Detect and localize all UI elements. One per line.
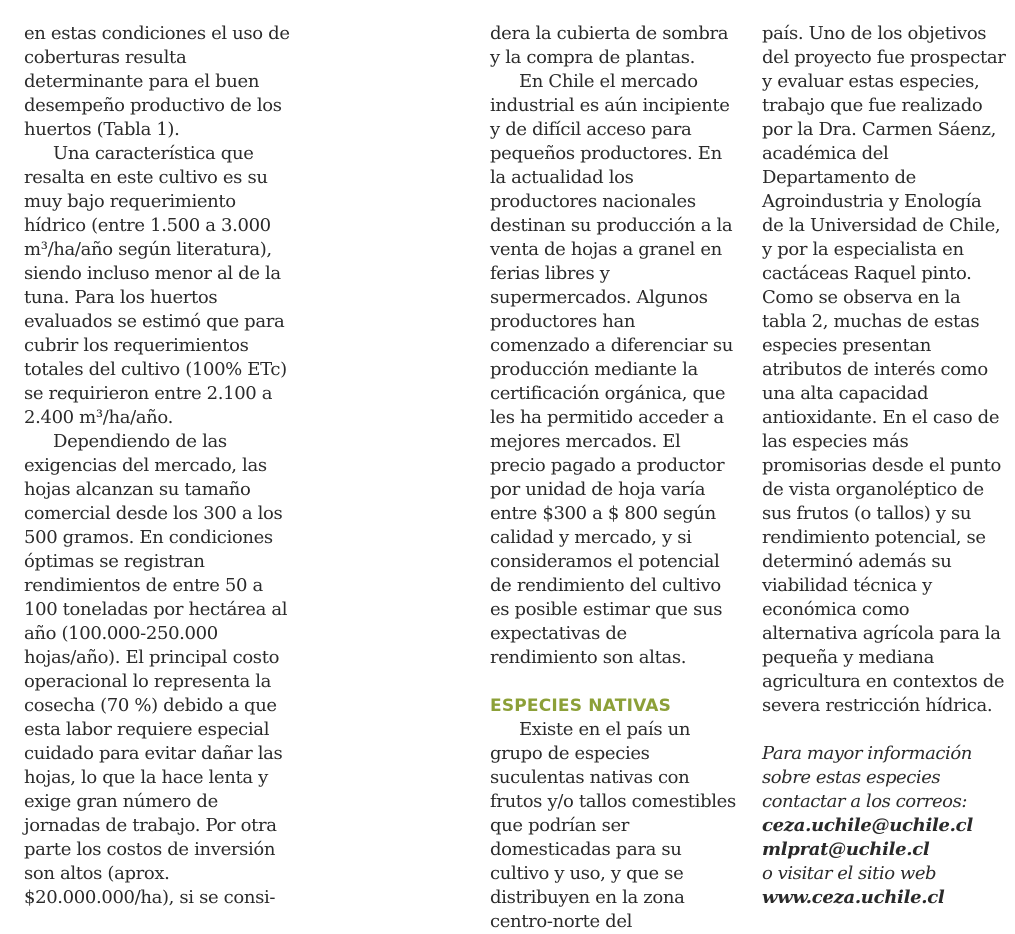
paragraph: dera la cubierta de sombra y la compra de plantas. xyxy=(490,23,729,68)
paragraph: en estas condiciones el uso de coberturas resulta determinante para el buen desempeño productivo de los huertos (Tabla 1). xyxy=(24,23,290,140)
website-link[interactable]: www.ceza.uchile.cl xyxy=(762,887,945,908)
contact-intro: Para mayor información sobre estas especies contactar a los correos: xyxy=(762,743,972,812)
paragraph: país. Uno de los objetivos del proyecto fue prospectar y evaluar estas especies, trabajo que fue realizado por la Dra. Carmen Sáenz, académica del Departamento de Agroindustria y Enología de la Universidad de Chile, y por la especialista en cactáceas Raquel pinto. Como se observa en la tabla 2, muchas de estas especies presentan atributos de interés como una alta capacidad antioxidante. En el caso de las especies más promisorias desde el punto de vista organoléptico de sus frutos (o tallos) y su rendimiento potencial, se determinó además su viabilidad técnica y económica como alternativa agrícola para la pequeña y mediana agricultura en contextos de severa restricción hídrica. xyxy=(762,23,1006,716)
text-column-1 xyxy=(24,22,297,910)
paragraph: En Chile el mercado industrial es aún incipiente y de difícil acceso para pequeños productores. En la actualidad los productores nacionales destinan su producción a la venta de hojas a granel en ferias libres y supermercados. Algunos productores han comenzado a diferenciar su producción mediante la certificación orgánica, que les ha permitido acceder a mejores mercados. El precio pagado a productor por unidad de hoja varía entre $300 a $ 800 según calidad y mercado, y si consideramos el potencial de rendimiento del cultivo es posible estimar que sus expectativas de rendimiento son altas. xyxy=(490,71,734,668)
contact-info xyxy=(762,742,1007,910)
text-column-3 xyxy=(762,22,1007,910)
website-intro: o visitar el sitio web xyxy=(762,863,937,884)
paragraph: Existe en el país un grupo de especies suculentas nativas con frutos y/o tallos comestibles que podrían ser domesticadas para su cultivo y uso, y que se distribuyen en la zona centro-norte del xyxy=(490,719,736,932)
email-link[interactable]: ceza.uchile@uchile.cl xyxy=(762,815,973,836)
paragraph: Una característica que resalta en este cultivo es su muy bajo requerimiento hídrico (entre 1.500 a 3.000 m³/ha/año según literatura), siendo incluso menor al de la tuna. Para los huertos evaluados se estimó que para cubrir los requerimientos totales del cultivo (100% ETc) se requirieron entre 2.100 a 2.400 m³/ha/año. xyxy=(24,143,287,428)
text-column-2 xyxy=(490,22,738,934)
paragraph: Dependiendo de las exigencias del mercado, las hojas alcanzan su tamaño comercial desde los 300 a los 500 gramos. En condiciones óptimas se registran rendimientos de entre 50 a 100 toneladas por hectárea al año (100.000-250.000 hojas/año). El principal costo operacional lo representa la cosecha (70 %) debido a que esta labor requiere especial cuidado para evitar dañar las hojas, lo que la hace lenta y exige gran número de jornadas de trabajo. Por otra parte los costos de inversión son altos (aprox. $20.000.000/ha), si se consi- xyxy=(24,431,288,908)
email-link[interactable]: mlprat@uchile.cl xyxy=(762,839,930,860)
section-heading: ESPECIES NATIVAS xyxy=(490,696,672,716)
